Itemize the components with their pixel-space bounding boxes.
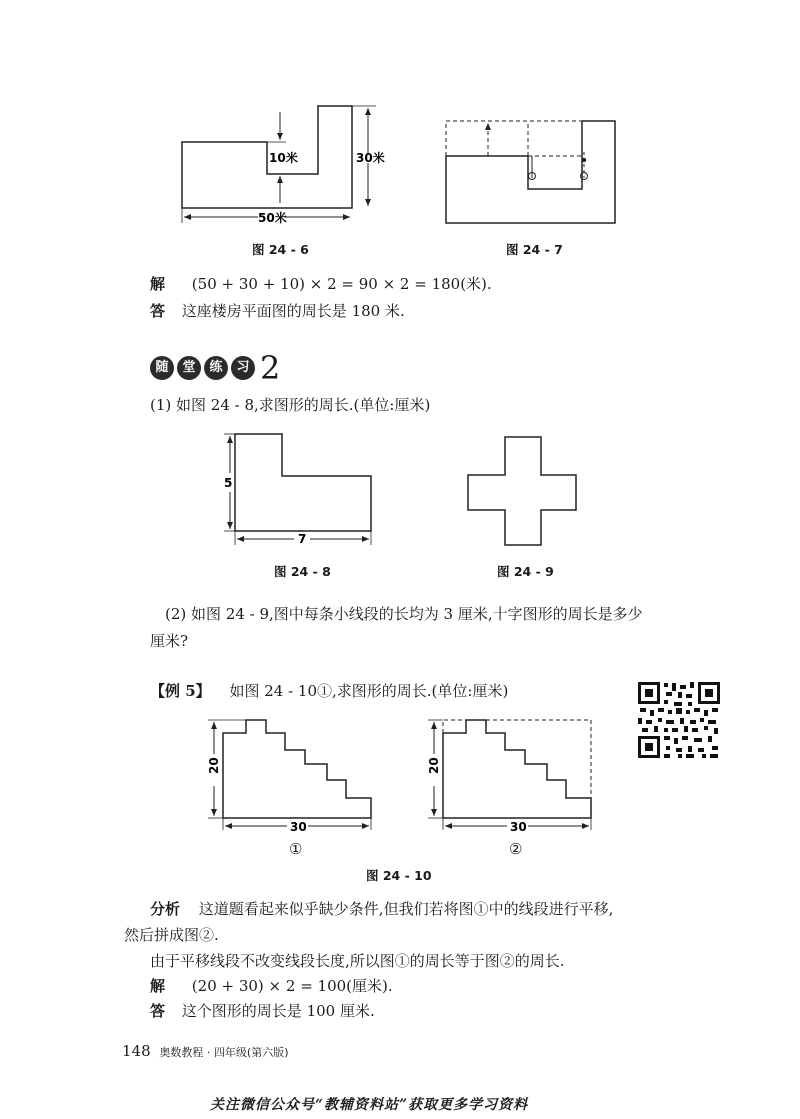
qr-code	[636, 680, 722, 760]
answer-label: 答	[150, 1002, 166, 1020]
analysis-line-2: 然后拼成图②.	[124, 926, 219, 944]
cross-shape-outline	[468, 437, 576, 545]
practice-badge-1: 随	[150, 356, 174, 380]
label-10m: 10米	[269, 151, 298, 165]
watermark-text: 关注微信公众号“教辅资料站”获取更多学习资料	[210, 1097, 529, 1113]
example-5-line	[150, 680, 508, 701]
analysis-text-1: 这道题看起来似乎缺少条件,但我们若将图①中的线段进行平移,	[198, 900, 614, 918]
building-outline	[446, 121, 615, 223]
analysis-label: 分析	[150, 900, 181, 918]
label-7: 7	[298, 532, 307, 546]
solution-text: (50 + 30 + 10) × 2 = 90 × 2 = 180(米).	[191, 275, 492, 293]
answer-line-2	[150, 1000, 375, 1021]
analysis-line-3: 由于平移线段不改变线段长度,所以图①的周长等于图②的周长.	[150, 952, 565, 970]
label-5: 5	[224, 476, 233, 490]
caption-fig-24-6: 图 24 - 6	[252, 242, 309, 257]
label-30: 30	[510, 820, 527, 834]
caption-fig-24-8: 图 24 - 8	[274, 564, 331, 579]
answer-line	[150, 300, 405, 321]
practice-question-2: (2) 如图 24 - 9,图中每条小线段的长均为 3 厘米,十字图形的周长是多少	[165, 605, 643, 623]
figure-24-10-part-2	[420, 708, 610, 838]
answer-text: 这个图形的周长是 100 厘米.	[181, 1002, 375, 1020]
staircase-outline	[223, 720, 371, 818]
label-30m: 30米	[356, 151, 385, 165]
practice-badge-4: 习	[231, 356, 255, 380]
answer-label: 答	[150, 302, 166, 320]
label-20: 20	[207, 757, 221, 774]
subfigure-label-1: ①	[289, 840, 303, 858]
caption-fig-24-7: 图 24 - 7	[506, 242, 563, 257]
book-title: 奥数教程 · 四年级(第六版)	[159, 1046, 289, 1059]
analysis-line-1	[150, 898, 613, 919]
example-text: 如图 24 - 10①,求图形的周长.(单位:厘米)	[229, 682, 509, 700]
practice-number: 2	[260, 349, 281, 387]
figure-24-7	[438, 112, 618, 230]
practice-question-2-cont: 厘米?	[150, 632, 189, 650]
label-50m: 50米	[258, 211, 287, 225]
answer-text: 这座楼房平面图的周长是 180 米.	[181, 302, 405, 320]
practice-badge-2: 堂	[177, 356, 201, 380]
practice-question-1: (1) 如图 24 - 8,求图形的周长.(单位:厘米)	[150, 396, 431, 414]
subfigure-label-2: ②	[509, 840, 523, 858]
dashed-rectangle	[443, 720, 591, 798]
solution-text: (20 + 30) × 2 = 100(厘米).	[191, 977, 393, 995]
page-footer	[122, 1042, 289, 1060]
practice-header	[150, 349, 281, 387]
solution-label: 解	[150, 275, 166, 293]
solution-label: 解	[150, 977, 166, 995]
staircase-outline	[443, 720, 591, 818]
building-outline	[182, 106, 352, 208]
l-shape-outline	[235, 434, 371, 531]
figure-24-6	[170, 95, 400, 235]
caption-fig-24-9: 图 24 - 9	[497, 564, 554, 579]
label-20: 20	[427, 757, 441, 774]
example-tag: 【例 5】	[150, 682, 211, 700]
figure-24-9	[462, 432, 582, 550]
solution-line-2	[150, 975, 393, 996]
page-number: 148	[122, 1042, 151, 1060]
figure-24-8	[220, 428, 380, 550]
practice-badge-3: 练	[204, 356, 228, 380]
caption-fig-24-10: 图 24 - 10	[366, 868, 432, 883]
solution-line	[150, 273, 492, 294]
label-30: 30	[290, 820, 307, 834]
figure-24-10-part-1	[200, 708, 390, 838]
